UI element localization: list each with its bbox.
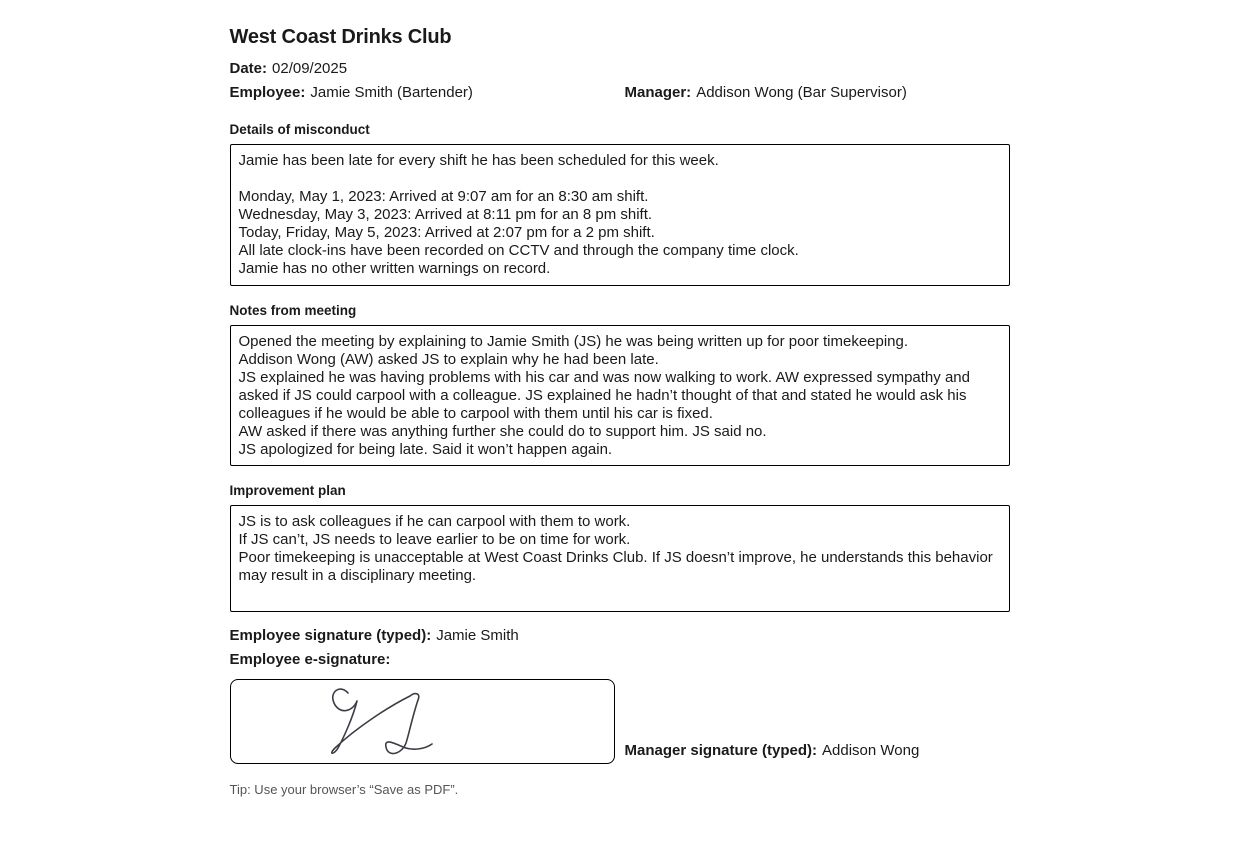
employee-signature-svg — [231, 680, 614, 763]
writeup-form — [230, 0, 1010, 838]
improvement-plan-textarea[interactable] — [230, 505, 1010, 612]
misconduct-label: Details of misconduct — [229, 122, 370, 137]
meeting-notes-label: Notes from meeting — [229, 303, 357, 318]
manager-typed-signature-value: Addison Wong — [822, 742, 920, 759]
signature-area — [230, 679, 1010, 764]
employee-esignature-row — [230, 648, 1010, 672]
date-label: Date: — [229, 60, 268, 77]
manager-typed-signature-label: Manager signature (typed): — [624, 742, 818, 759]
page-title: West Coast Drinks Club — [229, 26, 452, 48]
meeting-notes-textarea[interactable] — [230, 325, 1010, 466]
employee-value: Jamie Smith (Bartender) — [310, 84, 473, 101]
manager-typed-signature-row — [625, 739, 920, 763]
manager-value: Addison Wong (Bar Supervisor) — [696, 84, 907, 101]
date-value: 02/09/2025 — [272, 60, 348, 77]
employee-typed-signature-label: Employee signature (typed): — [229, 627, 432, 644]
manager-label: Manager: — [624, 84, 692, 101]
improvement-plan-label: Improvement plan — [229, 483, 346, 498]
date-row — [230, 57, 1010, 81]
misconduct-textarea[interactable] — [230, 144, 1010, 286]
employee-typed-signature-value: Jamie Smith — [436, 627, 519, 644]
manager-row — [625, 81, 1010, 105]
employee-esignature-label: Employee e-signature: — [229, 651, 391, 668]
employee-label: Employee: — [229, 84, 306, 101]
people-row — [230, 81, 1010, 105]
employee-typed-signature-row — [230, 624, 1010, 648]
meeting-notes-section — [230, 302, 1010, 466]
save-pdf-tip: Tip: Use your browser’s “Save as PDF”. — [229, 782, 459, 797]
improvement-plan-section — [230, 482, 1010, 612]
misconduct-section — [230, 121, 1010, 286]
signature-canvas[interactable] — [230, 679, 615, 764]
employee-row — [230, 81, 625, 105]
employee-signature-drawing — [331, 689, 431, 753]
